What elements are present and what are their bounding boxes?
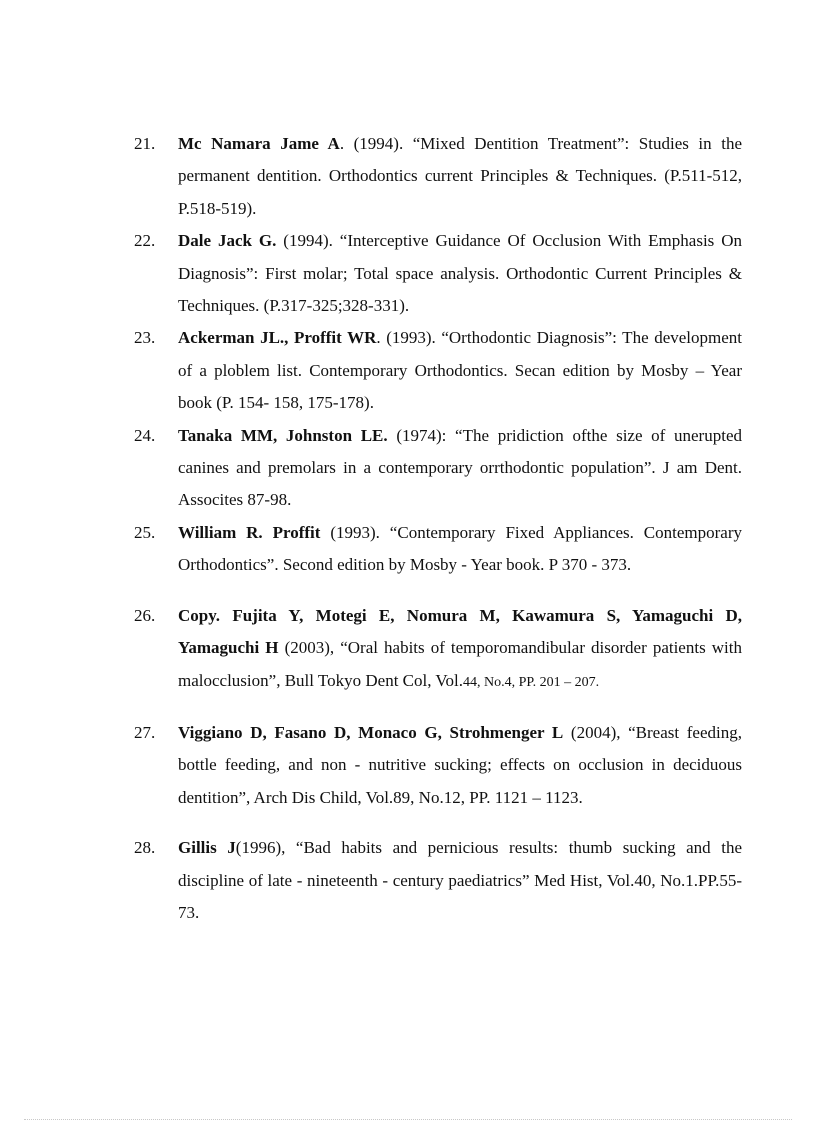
reference-item [134,322,742,419]
reference-item [134,600,742,699]
reference-item [134,832,742,929]
page-bottom-divider [24,1119,792,1120]
reference-number: 24. [134,425,156,445]
reference-authors: William R. Proffit [178,522,321,542]
reference-text: . (1994). “Mixed Dentition Treatment”: Studies in the permanent dentition. Orthodontics current Principles & Techniques. (P.511-512, P.518-519). [178,134,742,218]
reference-number: 26. [134,605,156,625]
reference-number: 23. [134,328,156,348]
reference-authors: Viggiano D, Fasano D, Monaco G, Strohmenger L [178,722,564,742]
reference-item [134,225,742,322]
reference-number: 25. [134,522,156,542]
reference-item [134,128,742,225]
reference-text: . (1993). “Orthodontic Diagnosis”: The development of a ploblem list. Contemporary Orthodontics. Secan edition by Mosby – Year book (P. 154- 158, 175-178). [178,328,743,413]
reference-authors: Tanaka MM, Johnston LE. [178,425,388,445]
reference-number: 22. [134,231,156,251]
reference-text: (1996), “Bad habits and pernicious results: thumb sucking and the discipline of late - nineteenth - century paediatrics” Med Hist, Vol.40, No.1.PP.55-73. [178,838,742,922]
reference-number: 28. [134,838,156,858]
reference-authors: Copy. Fujita Y, Motegi E, Nomura M, Kawamura S, Yamaguchi D, Yamaguchi H [178,605,742,658]
reference-authors: Ackerman JL., Proffit WR [178,328,377,348]
reference-text: (1994). “Interceptive Guidance Of Occlusion With Emphasis On Diagnosis”: First molar; Total space analysis. Orthodontic Current Principles & Techniques. (P.317-325;328-331). [178,231,742,316]
reference-item [134,517,742,582]
reference-text-small: 44, No.4, PP. 201 – 207. [462,674,600,690]
reference-text: (2003), “Oral habits of temporomandibular disorder patients with malocclusion”, Bull Tokyo Dent Col, Vol. [178,638,742,690]
reference-text: (1993). “Contemporary Fixed Appliances. Contemporary Orthodontics”. Second edition by Mosby - Year book. P 370 - 373. [178,522,742,575]
reference-text: (2004), “Breast feeding, bottle feeding, and non - nutritive sucking; effects on occlusion in deciduous dentition”, Arch Dis Child, Vol.89, No.12, PP. 1121 – 1123. [178,722,742,807]
reference-text: (1974): “The pridiction ofthe size of unerupted canines and premolars in a contemporary orrthodontic population”. J am Dent. Assocites 87-98. [178,425,742,510]
reference-number: 27. [134,722,156,742]
reference-authors: Mc Namara Jame A [178,134,340,153]
reference-item [134,420,742,517]
reference-number: 21. [134,134,156,153]
reference-list [134,128,742,929]
reference-authors: Gillis J [178,838,236,858]
reference-item [134,717,742,814]
reference-authors: Dale Jack G. [178,231,277,251]
